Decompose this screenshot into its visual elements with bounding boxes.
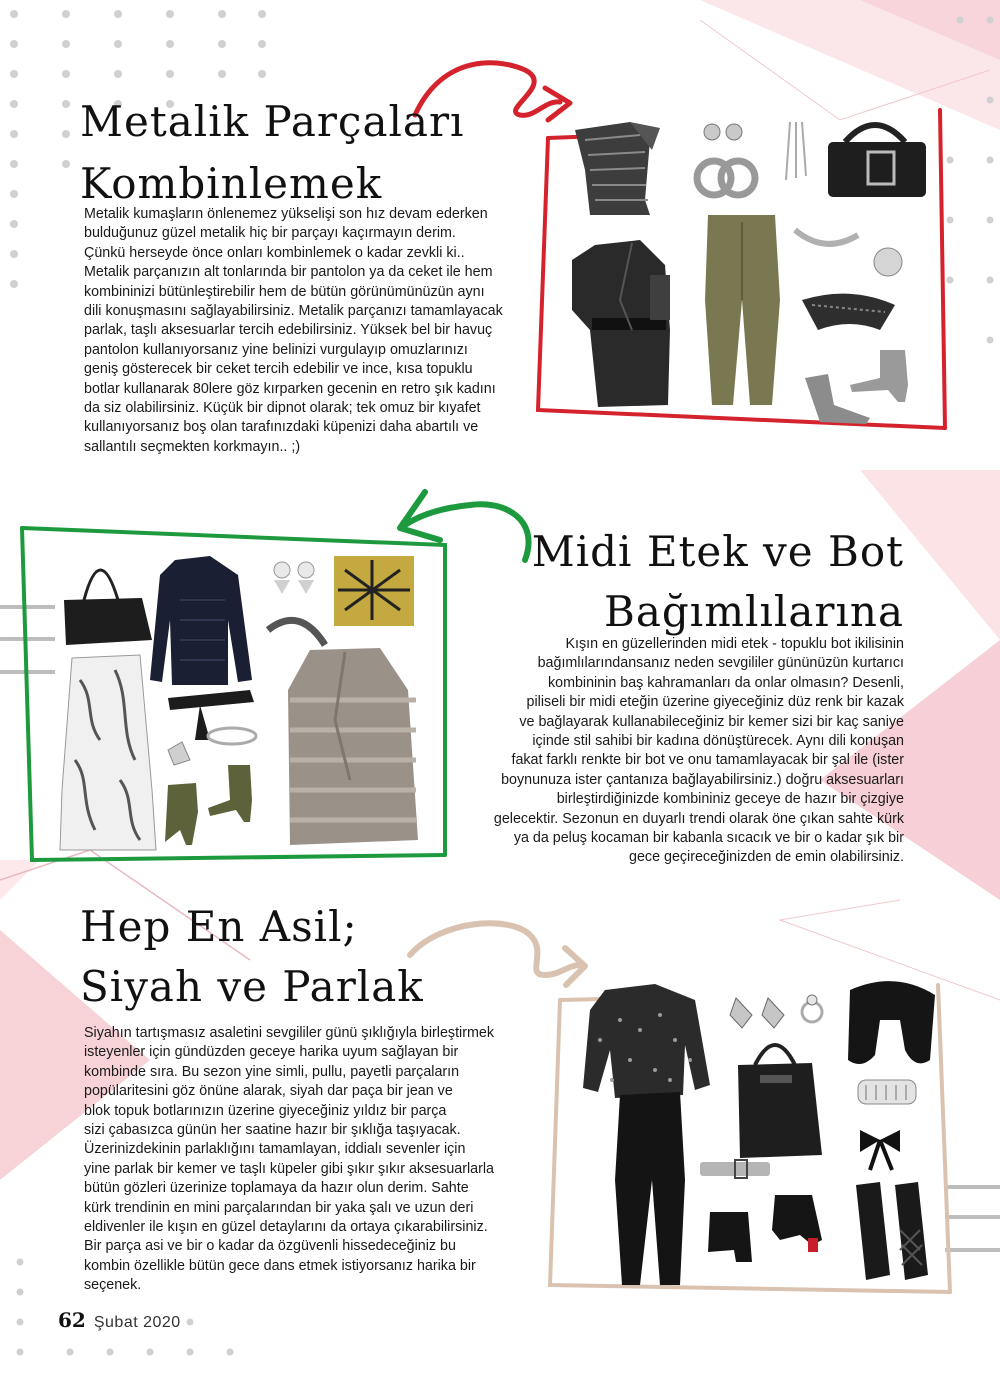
black-skinny-jeans-image	[615, 1092, 685, 1285]
body-line: blok topuk botlarınızın üzerine giyeceğiniz yıldız bir parça	[84, 1102, 447, 1119]
crystal-earrings-image	[730, 998, 784, 1028]
body-line: pantolon kullanıyorsanız yine belinizi vurgulayıp omuzlarınızı	[84, 341, 468, 358]
body-line: boynunuza ister çantanıza bağlayabilirsiniz.) doğru aksesuarları	[501, 771, 904, 788]
body-line: isteyenler için gündüzden geceye harika uyum sağlayan bir	[84, 1044, 459, 1061]
page-number: 62	[58, 1308, 86, 1332]
diamond-ring-image	[802, 995, 822, 1022]
body-line: kombininizi bütünleştirebilir hem de bütün görünümünüzün aynı	[84, 283, 485, 300]
grey-belt-image	[700, 1160, 770, 1178]
page-footer	[58, 1308, 181, 1332]
issue-date: Şubat 2020	[93, 1314, 181, 1331]
body-line: dili konuşmasını sağlayabilirsiniz. Metalik parçanızı tamamlayacak	[84, 303, 503, 320]
black-block-heel-boots-image	[708, 1195, 822, 1262]
body-line: kombinde sıra. Bu sezon yine simli, pullu, payetli parçaların	[84, 1063, 460, 1080]
body-line: popülaritesini göz önüne alarak, siyah dar paça bir jean ve	[84, 1083, 453, 1100]
body-line: kombin özellikle bütün gece dans etmek istiyorsanız harika bir	[84, 1257, 476, 1274]
body-line: Kışın en güzellerinden midi etek - topuklu bot ikilisinin	[565, 636, 904, 652]
black-bow-image	[860, 1130, 900, 1170]
body-line: Metalik parçanızın alt tonlarında bir pantolon ya da ceket ile hem	[84, 264, 493, 281]
section3-body	[84, 1024, 534, 1296]
body-line: seçenek.	[84, 1277, 142, 1294]
section3-title-line2: Siyah ve Parlak	[80, 962, 424, 1011]
body-line: kombininin baş kahramanları da onlar olmasın? Desenli,	[547, 674, 904, 691]
body-line: kullanıyorsanız boş olan tarafınızdaki küpenizi daha abartılı ve	[84, 419, 479, 436]
body-line: Siyahın tartışmasız asaletini sevgililer günü şıklığıyla birleştirmek	[84, 1025, 495, 1041]
body-line: sizi çabasızca günün her saatine hazır bir şıklığa taşıyacak.	[84, 1122, 461, 1139]
body-line: yine parlak bir kemer ve taşlı küpeler gibi şıkır şıkır aksesuarlarla	[84, 1160, 494, 1177]
body-line: fakat farklı renkte bir bot ve onu tamamlayacak bir şal ile (ister	[511, 752, 904, 769]
body-line: kürk trendinin en mini parçalarından bir yaka şalı ve uzun deri	[84, 1199, 474, 1216]
body-line: Metalik kumaşların önlenemez yükselişi son hız devam ederken	[84, 206, 488, 222]
body-line: sallantılı seçmekten korkmayın.. ;)	[84, 438, 301, 455]
body-line: Bir parça asi ve bir o kadar da özgüvenli hissedeceğiniz bu	[84, 1238, 456, 1255]
body-line: piliseli bir midi eteğin üzerine giyeceğiniz düz renk bir kazak	[526, 694, 904, 711]
section1-body	[84, 205, 534, 457]
body-line: geniş gösterecek bir ceket tercih edebilir ve ince, kısa topuklu	[84, 361, 473, 378]
leather-gloves-image	[856, 1182, 928, 1280]
sequin-top-image	[583, 984, 710, 1098]
body-line: gelecektir. Sezonun en duyarlı trendi olarak öne çıkan sahte kürk	[493, 810, 904, 827]
section2-title-line1: Midi Etek ve Bot	[531, 527, 904, 576]
body-line: bağımlılarındansanız neden sevgililer gününüzün kurtarıcı	[537, 655, 904, 672]
section2-body	[444, 635, 904, 868]
body-line: Üzerinizdekinin parlaklığını tamamlayan, iddialı sevenler için	[84, 1141, 466, 1158]
crystal-bracelet-image	[858, 1080, 916, 1104]
body-line: bulduğunuz güzel metalik hiç bir parçayı kaçırmayın derim.	[84, 225, 456, 242]
body-line: Çünkü herseyde önce onları kombinlemek o kadar zevkli ki..	[84, 244, 465, 261]
section1-title-line2: Kombinlemek	[80, 159, 383, 208]
body-line: eldivenler ile kışın en güzel detaylarını da ortaya çıkarabilirsiniz.	[84, 1219, 488, 1236]
body-line: parlak, taşlı aksesuarlar tercih edebilirsiniz. Yüksek bel bir havuç	[84, 322, 493, 339]
body-line: birleştirdiğinizde kombininiz geceye de hazır bir çizgiye	[556, 791, 904, 808]
body-line: ya da peluş kocaman bir kabanla sıcacık ve bir o kadar şık bir	[513, 830, 904, 847]
section2-title-line2: Bağımlılarına	[604, 587, 904, 636]
body-line: içinde stil sahibi bir kadına dönüştürecek. Aynı dili konuşan	[532, 733, 904, 750]
section1-title-line1: Metalik Parçaları	[80, 97, 465, 146]
body-line: botlar kullanarak 80lere göz kırparken gecenin en retro şık kadını	[84, 380, 496, 397]
body-line: bütün gözleri üzerinize toplamaya da hazır olun derim. Sahte	[84, 1180, 469, 1197]
body-line: gece geçireceğinizden de emin olabilirsiniz.	[629, 849, 904, 866]
black-fur-collar-image	[848, 981, 935, 1064]
body-line: da siz olabilirsiniz. Küçük bir dipnot olarak; tek omuz bir kıyafet	[84, 400, 481, 417]
section3-title-line1: Hep En Asil;	[80, 902, 358, 951]
black-shopper-bag-image	[738, 1045, 822, 1158]
body-line: ve bağlayarak kullanabileceğiniz bir kemer sizi bir kaç saniye	[519, 713, 904, 730]
